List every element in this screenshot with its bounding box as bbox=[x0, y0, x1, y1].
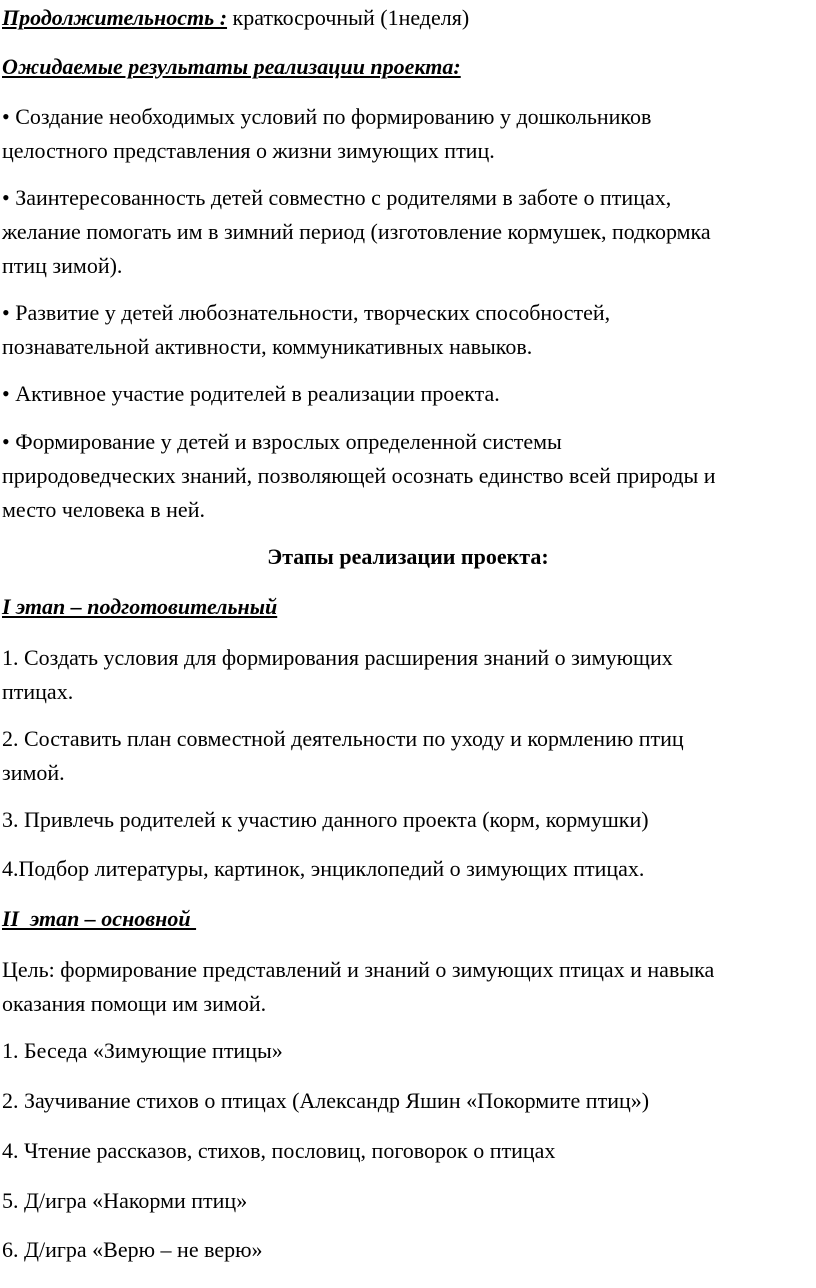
result-item-5-line-2: природоведческих знаний, позволяющей осознать единство всей природы и bbox=[2, 463, 716, 488]
result-item-5-line-1: • Формирование у детей и взрослых определенной системы bbox=[2, 429, 562, 454]
stage2-goal-line-1: Цель: формирование представлений и знаний о зимующих птицах и навыка bbox=[2, 957, 715, 982]
result-item-2-line-1: • Заинтересованность детей совместно с родителями в заботе о птицах, bbox=[2, 185, 672, 210]
stage1-item-1-line-2: птицах. bbox=[2, 679, 74, 704]
stage2-item-3 bbox=[2, 1134, 802, 1168]
stage1-item-2-line-1: 2. Составить план совместной деятельности по уходу и кормлению птиц bbox=[2, 726, 684, 751]
result-item-3-line-2: познавательной активности, коммуникативных навыков. bbox=[2, 334, 533, 359]
result-item-1 bbox=[2, 100, 802, 168]
result-item-5-line-3: место человека в ней. bbox=[2, 497, 205, 522]
stage1-item-4 bbox=[2, 852, 802, 886]
result-item-3-line-1: • Развитие у детей любознательности, творческих способностей, bbox=[2, 300, 611, 325]
stage2-item-5 bbox=[2, 1233, 802, 1267]
stage2-item-1-line-1: 1. Беседа «Зимующие птицы» bbox=[2, 1038, 283, 1063]
stage1-item-4-line-1: 4.Подбор литературы, картинок, энциклопедий о зимующих птицах. bbox=[2, 856, 645, 881]
result-item-4 bbox=[2, 377, 802, 411]
duration-value: краткосрочный (1неделя) bbox=[227, 5, 470, 30]
result-item-3 bbox=[2, 296, 802, 364]
stage1-item-1 bbox=[2, 641, 802, 709]
stage1-title: I этап – подготовительный bbox=[2, 594, 278, 619]
stage1-item-3-line-1: 3. Привлечь родителей к участию данного проекта (корм, кормушки) bbox=[2, 807, 649, 832]
stage2-title: II этап – основной bbox=[2, 906, 197, 931]
stage2-item-5-line-1: 6. Д/игра «Верю – не верю» bbox=[2, 1237, 263, 1262]
result-item-2-line-3: птиц зимой). bbox=[2, 253, 123, 278]
result-item-2-line-2: желание помогать им в зимний период (изготовление кормушек, подкормка bbox=[2, 219, 711, 244]
result-item-1-line-1: • Создание необходимых условий по формированию у дошкольников bbox=[2, 104, 652, 129]
stage1-item-3 bbox=[2, 803, 802, 837]
results-heading: Ожидаемые результаты реализации проекта: bbox=[2, 54, 461, 79]
stage2-item-2-line-1: 2. Заучивание стихов о птицах (Александр Яшин «Покормите птиц») bbox=[2, 1088, 650, 1113]
stage2-goal bbox=[2, 953, 802, 1021]
result-item-4-line-1: • Активное участие родителей в реализации проекта. bbox=[2, 381, 500, 406]
result-item-5 bbox=[2, 425, 802, 527]
stage2-item-3-line-1: 4. Чтение рассказов, стихов, пословиц, поговорок о птицах bbox=[2, 1138, 556, 1163]
result-item-1-line-2: целостного представления о жизни зимующих птиц. bbox=[2, 138, 495, 163]
duration-label: Продолжительность : bbox=[2, 5, 228, 30]
stage2-item-2 bbox=[2, 1084, 802, 1118]
stage2-item-1 bbox=[2, 1034, 802, 1068]
stage1-item-2 bbox=[2, 722, 802, 790]
stage2-item-4 bbox=[2, 1184, 802, 1218]
stage1-item-2-line-2: зимой. bbox=[2, 760, 65, 785]
stage2-item-4-line-1: 5. Д/игра «Накорми птиц» bbox=[2, 1188, 248, 1213]
stage2-goal-line-2: оказания помощи им зимой. bbox=[2, 991, 267, 1016]
stage1-item-1-line-1: 1. Создать условия для формирования расширения знаний о зимующих bbox=[2, 645, 673, 670]
stages-heading: Этапы реализации проекта: bbox=[267, 544, 549, 569]
duration-paragraph bbox=[2, 1, 802, 35]
result-item-2 bbox=[2, 181, 802, 283]
